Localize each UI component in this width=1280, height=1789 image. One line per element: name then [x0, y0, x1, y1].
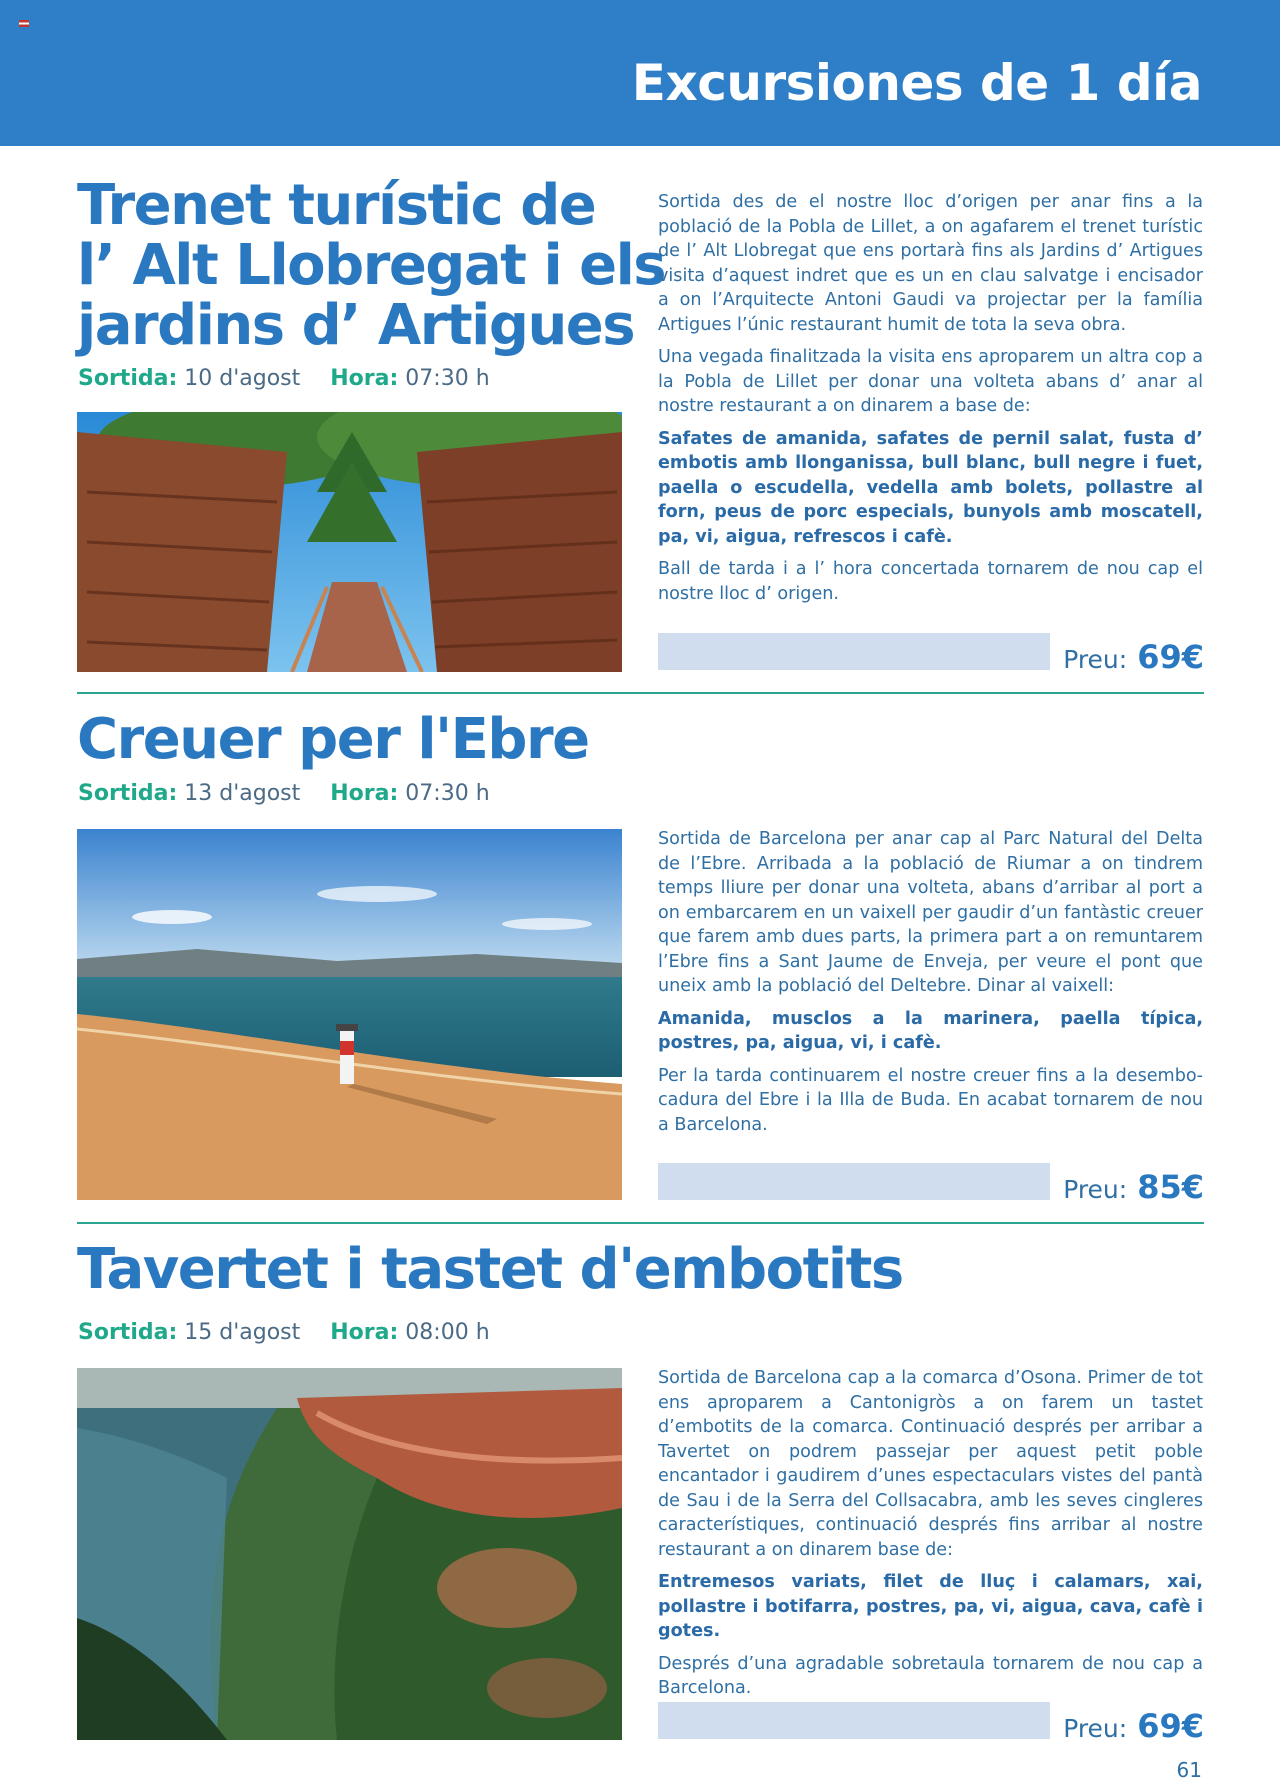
menu-text: Entremesos variats, filet de lluç i calamars, xai, pollastre i botifarra, postres, pa, vi, aigua, cava, cafè i gotes.	[658, 1572, 1203, 1641]
price-value: 69€	[1137, 1707, 1204, 1745]
price	[1063, 1168, 1204, 1206]
title-line: jardins d’ Artigues	[77, 293, 635, 358]
title-line: l’ Alt Llobregat i els	[77, 233, 666, 298]
description-paragraph: Una vegada finalitzada la visita ens aproparem un altra cop a la Pobla de Lillet per donar una volteta abans d’ anar al nostre restaurant a on dinarem a base de:	[658, 347, 1203, 416]
hora-time: 07:30 h	[405, 781, 490, 806]
closing-text: Després d’una agradable sobretaula tornarem de nou cap a Barcelona.	[658, 1653, 1203, 1698]
sortida-label: Sortida:	[78, 781, 178, 806]
sortida-date: 13 d'agost	[184, 781, 301, 806]
menu-text: Safates de amanida, safates de pernil salat, fusta d’ embotis amb llonganissa, bull blanc, bull negre i fuet, paella o escudella, vedella amb bolets, pollastre al forn, peus de porc especials, bunyols amb moscatell, pa, vi, aigua, refrescos i cafè.	[658, 428, 1203, 547]
price-bar	[658, 1702, 1050, 1739]
price	[1063, 1707, 1204, 1745]
price-bar	[658, 1163, 1050, 1200]
price-value: 85€	[1137, 1168, 1204, 1206]
description-paragraph: Sortida de Barcelona per anar cap al Parc Natural del Delta de l’Ebre. Arribada a la població de Riumar a on tindrem temps lliure per donar una volteta, abans d’arribar al port a on embarcarem en un vaixell per gaudir d’un fantàstic creuer que farem amb dues parts, la primera part a on remuntarem l’Ebre fins a Sant Jaume de Enveja, per veure el pont que uneix amb la població del Deltebre. Dinar al vaixell:	[658, 829, 1203, 996]
page-number: 61	[1176, 1758, 1202, 1782]
excursion-title	[77, 707, 589, 772]
excursion-title	[77, 173, 666, 358]
section-divider	[77, 1222, 1204, 1224]
section-divider	[77, 692, 1204, 694]
sortida-date: 10 d'agost	[184, 366, 301, 391]
price-label: Preu:	[1063, 1175, 1128, 1204]
sortida-date: 15 d'agost	[184, 1320, 301, 1345]
price-bar	[658, 633, 1050, 670]
description-paragraph: Sortida de Barcelona cap a la comarca d’Osona. Primer de tot ens aproparem a Cantonigròs a on farem un tastet d’embotits de la comarca. Continuació després per arribar a Tavertet on podrem passejar per aquest petit poble encantador i gaudirem d’unes espectaculars vistes del pantà de Sau i de la Serra del Collsacabra, amb les seves cingleres característiques, continuació després fins arribar al nostre restaurant a on dinarem base de:	[658, 1368, 1203, 1560]
hora-label: Hora:	[330, 1320, 399, 1345]
title-line: Creuer per l'Ebre	[77, 707, 589, 772]
spain-flag-icon	[19, 20, 29, 27]
sortida-label: Sortida:	[78, 1320, 178, 1345]
title-line: Trenet turístic de	[77, 173, 596, 238]
price	[1063, 638, 1204, 676]
page-header	[0, 0, 1280, 146]
artigues-gardens-photo	[77, 412, 622, 672]
price-label: Preu:	[1063, 1714, 1128, 1743]
departure-info	[78, 781, 490, 806]
hora-time: 07:30 h	[405, 366, 490, 391]
ebro-delta-lighthouse-photo	[77, 829, 622, 1200]
excursion-description	[658, 827, 1203, 1145]
excursion-title	[77, 1237, 903, 1302]
header-title: Excursiones de 1 día	[631, 54, 1202, 112]
title-line: Tavertet i tastet d'embotits	[77, 1237, 903, 1302]
menu-text: Amanida, musclos a la marinera, paella típica, postres, pa, aigua, vi, i cafè.	[658, 1008, 1203, 1053]
hora-label: Hora:	[330, 366, 399, 391]
excursion-description	[658, 1366, 1203, 1709]
departure-info	[78, 366, 490, 391]
closing-text: Per la tarda continuarem el nostre creuer fins a la desembocadura del Ebre i la Illa de Buda. En acabat tornarem de nou a Barcelona.	[658, 1065, 1203, 1135]
description-paragraph: Sortida des de el nostre lloc d’origen per anar fins a la població de la Pobla de Lillet, a on agafarem el trenet turístic de l’ Alt Llobregat que ens portarà fins als Jardins d’ Artigues visita d’aquest indret que es un en clau salvatge i encisador a on l’Arquitecte Antoni Gaudi va projectar per la família Artigues l’únic restaurant humit de tota la seva obra.	[658, 192, 1203, 335]
excursion-description	[658, 190, 1203, 614]
price-value: 69€	[1137, 638, 1204, 676]
departure-info	[78, 1320, 490, 1345]
closing-text: Ball de tarda i a l’ hora concertada tornarem de nou cap el nostre lloc d’ origen.	[658, 559, 1203, 604]
price-label: Preu:	[1063, 645, 1128, 674]
hora-label: Hora:	[330, 781, 399, 806]
sortida-label: Sortida:	[78, 366, 178, 391]
tavertet-cliffs-photo	[77, 1368, 622, 1740]
hora-time: 08:00 h	[405, 1320, 490, 1345]
